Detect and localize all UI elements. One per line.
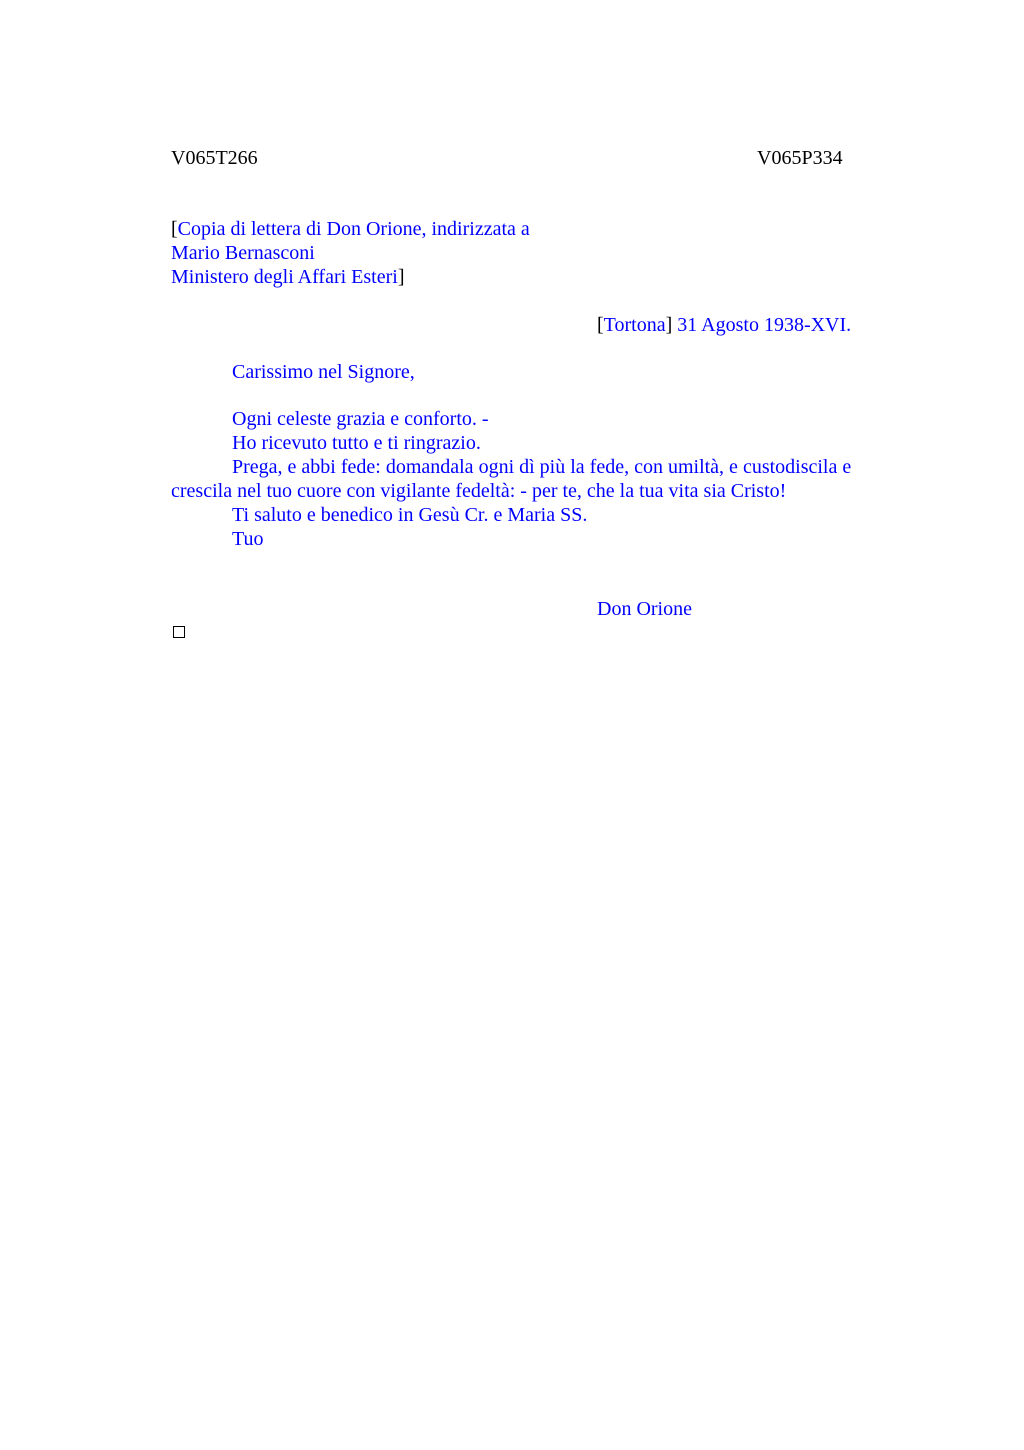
letter-body bbox=[171, 407, 891, 551]
date-close-bracket: ] bbox=[665, 314, 673, 336]
letter-heading bbox=[171, 217, 530, 289]
heading-line-3: Ministero degli Affari Esteri bbox=[171, 266, 398, 288]
date-open-bracket: [ bbox=[597, 314, 604, 336]
body-paragraph: Ti saluto e benedico in Gesù Cr. e Maria SS. bbox=[232, 504, 588, 526]
body-paragraph: Ho ricevuto tutto e ti ringrazio. bbox=[232, 432, 481, 454]
end-of-document-box-icon bbox=[173, 626, 185, 638]
letter-date bbox=[597, 313, 851, 337]
document-code-right: V065P334 bbox=[757, 147, 843, 169]
body-paragraph: Ogni celeste grazia e conforto. - bbox=[232, 408, 489, 430]
date-place: Tortona bbox=[603, 314, 666, 336]
body-paragraph: Tuo bbox=[232, 528, 264, 550]
heading-line-1: Copia di lettera di Don Orione, indirizzata a bbox=[177, 218, 530, 240]
letter-signature: Don Orione bbox=[597, 598, 692, 620]
heading-open-bracket: [ bbox=[171, 218, 178, 240]
document-code-left: V065T266 bbox=[171, 147, 258, 169]
heading-line-2: Mario Bernasconi bbox=[171, 242, 315, 264]
letter-salutation: Carissimo nel Signore, bbox=[232, 361, 415, 383]
heading-close-bracket: ] bbox=[397, 266, 405, 288]
date-text: 31 Agosto 1938-XVI. bbox=[672, 314, 852, 336]
body-paragraph: Prega, e abbi fede: domandala ogni dì più la fede, con umiltà, e custodiscila e crescila nel tuo cuore con vigilante fedeltà: - per te, che la tua vita sia Cristo! bbox=[171, 456, 852, 502]
